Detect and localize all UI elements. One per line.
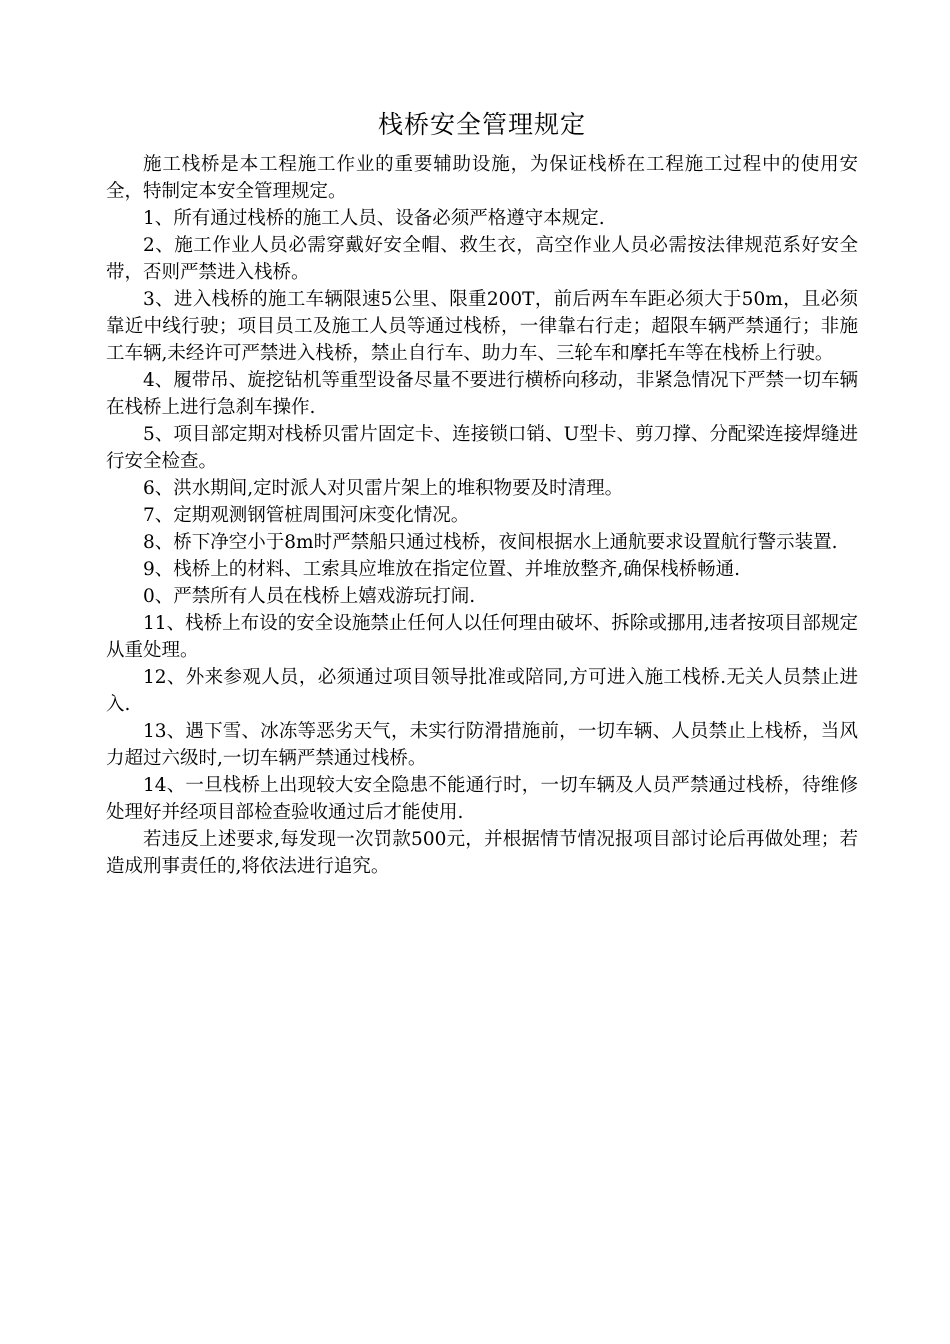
rule-item-5: 5、项目部定期对栈桥贝雷片固定卡、连接锁口销、U型卡、剪刀撑、分配梁连接焊缝进行安全检查。	[106, 424, 858, 472]
rule-item-12: 12、外来参观人员，必须通过项目领导批准或陪同,方可进入施工栈桥.无关人员禁止进入.	[106, 667, 858, 715]
rule-item-11: 11、栈桥上布设的安全设施禁止任何人以任何理由破坏、拆除或挪用,违者按项目部规定从重处理。	[106, 613, 858, 661]
rule-item-8: 8、桥下净空小于8m时严禁船只通过栈桥，夜间根据水上通航要求设置航行警示装置.	[143, 532, 838, 553]
paragraph-penalty: 若违反上述要求,每发现一次罚款500元，并根据情节情况报项目部讨论后再做处理；若造成刑事责任的,将依法进行追究。	[106, 829, 858, 877]
document-body	[106, 151, 858, 880]
document-page	[106, 105, 858, 880]
rule-item-1: 1、所有通过栈桥的施工人员、设备必须严格遵守本规定.	[143, 208, 605, 229]
rule-item-10: 0、严禁所有人员在栈桥上嬉戏游玩打闹.	[143, 586, 476, 607]
rule-item-13: 13、遇下雪、冰冻等恶劣天气，未实行防滑措施前，一切车辆、人员禁止上栈桥，当风力超过六级时,一切车辆严禁通过栈桥。	[106, 721, 858, 769]
rule-item-2: 2、施工作业人员必需穿戴好安全帽、救生衣，高空作业人员必需按法律规范系好安全带，否则严禁进入栈桥。	[106, 235, 858, 283]
document-title: 栈桥安全管理规定	[377, 110, 586, 139]
rule-item-6: 6、洪水期间,定时派人对贝雷片架上的堆积物要及时清理。	[143, 478, 624, 499]
rule-item-4: 4、履带吊、旋挖钻机等重型设备尽量不要进行横桥向移动，非紧急情况下严禁一切车辆在栈桥上进行急刹车操作.	[106, 370, 858, 418]
rule-item-14: 14、一旦栈桥上出现较大安全隐患不能通行时，一切车辆及人员严禁通过栈桥，待维修处理好并经项目部检查验收通过后才能使用.	[106, 775, 858, 823]
rule-item-9: 9、栈桥上的材料、工索具应堆放在指定位置、并堆放整齐,确保栈桥畅通.	[143, 559, 741, 580]
rule-item-7: 7、定期观测钢管桩周围河床变化情况。	[143, 505, 470, 526]
paragraph-intro: 施工栈桥是本工程施工作业的重要辅助设施，为保证栈桥在工程施工过程中的使用安全，特制定本安全管理规定。	[106, 154, 858, 202]
rule-item-3: 3、进入栈桥的施工车辆限速5公里、限重200T，前后两车车距必须大于50m，且必须靠近中线行驶；项目员工及施工人员等通过栈桥，一律靠右行走；超限车辆严禁通行；非施工车辆,未经许可严禁进入栈桥，禁止自行车、助力车、三轮车和摩托车等在栈桥上行驶。	[106, 289, 858, 364]
